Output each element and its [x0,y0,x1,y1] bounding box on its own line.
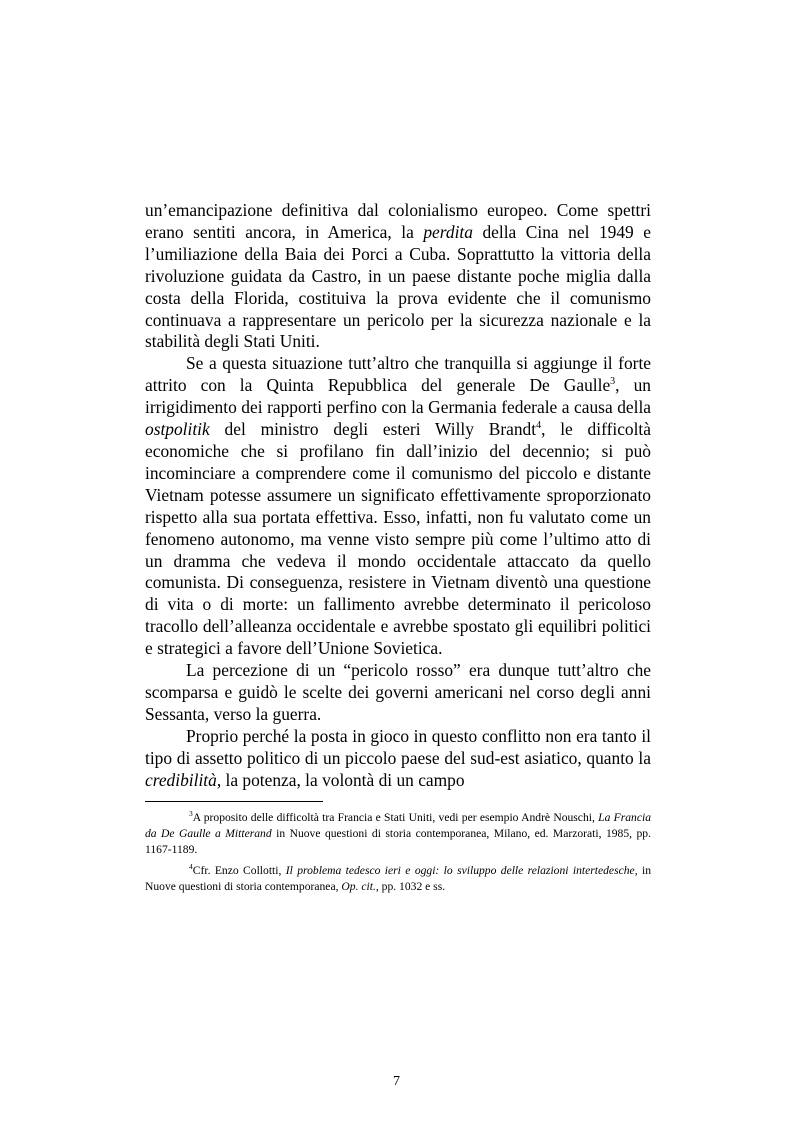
emphasis-perdita: perdita [423,221,473,242]
paragraph-4: Proprio perché la posta in gioco in questo conflitto non era tanto il tipo di assetto politico di un piccolo paese del sud-est asiatico, quanto la credibilità, la potenza, la volontà di un campo [145,725,651,790]
footnote-number-3: 3 [189,809,193,819]
emphasis-ostpolitik: ostpolitik [145,419,210,440]
footnote-number-4: 4 [189,862,193,872]
footnote-4-title: Il problema tedesco ieri e oggi: lo sviluppo delle relazioni intertedesche [285,864,635,878]
footnotes [145,810,651,894]
emphasis-credibilita: credibilità [145,769,217,790]
body-text [145,200,651,791]
footnote-4-opcit: Op. cit. [341,879,376,893]
page-number: 7 [393,1074,400,1089]
paragraph-1: un’emancipazione definitiva dal colonialismo europeo. Come spettri erano sentiti ancora, in America, la perdita della Cina nel 1949 e l’umiliazione della Baia dei Porci a Cuba. Soprattutto la vittoria della rivoluzione guidata da Castro, in un paese distante poche miglia dalla costa della Florida, costituiva la prova evidente che il comunismo continuava a rappresentare un pericolo per la sicurezza nazionale e la stabilità degli Stati Uniti. [145,200,651,352]
page-content [145,200,651,900]
footnote-ref-4: 4 [536,420,542,432]
paragraph-2: Se a questa situazione tutt’altro che tranquilla si aggiunge il forte attrito con la Quinta Repubblica del generale De Gaulle$^3$, un irrigidimento dei rapporti perfino con la Germania federale a causa della ostpolitik del ministro degli esteri Willy Brandt$^4$, le difficoltà economiche che si profilano fin dall’inizio del decennio; si può incominciare a comprendere come il comunismo del piccolo e distante Vietnam potesse assumere un significato effettivamente sproporzionato rispetto alla sua portata effettiva. Esso, infatti, non fu valutato come un fenomeno autonomo, ma venne visto sempre più come l’ultimo atto di un dramma che vedeva il mondo occidentale attaccato da quello comunista. Di conseguenza, resistere in Vietnam diventò una questione di vita o di morte: un fallimento avrebbe determinato il pericoloso tracollo dell’alleanza occidentale e avrebbe spostato gli equilibri politici e strategici a favore dell’Unione Sovietica. [145,353,651,659]
footnote-3-title: La Francia da De Gaulle a Mitterand [145,811,651,841]
paragraph-3: La percezione di un “pericolo rosso” era dunque tutt’altro che scomparsa e guidò le scelte dei governi americani nel corso degli anni Sessanta, verso la guerra. [145,660,651,724]
footnote-3: $^3$A proposito delle difficoltà tra Francia e Stati Uniti, vedi per esempio Andrè Nouschi, La Francia da De Gaulle a Mitterand in Nuove questioni di storia contemporanea, Milano, ed. Marzorati, 1985, pp. 1167-1189. [145,809,651,856]
footnote-4: $^4$Cfr. Enzo Collotti, Il problema tedesco ieri e oggi: lo sviluppo delle relazioni intertedesche, in Nuove questioni di storia contemporanea, Op. cit., pp. 1032 e ss. [145,862,651,893]
footnote-ref-3: 3 [610,376,616,388]
footnote-divider [145,801,323,802]
